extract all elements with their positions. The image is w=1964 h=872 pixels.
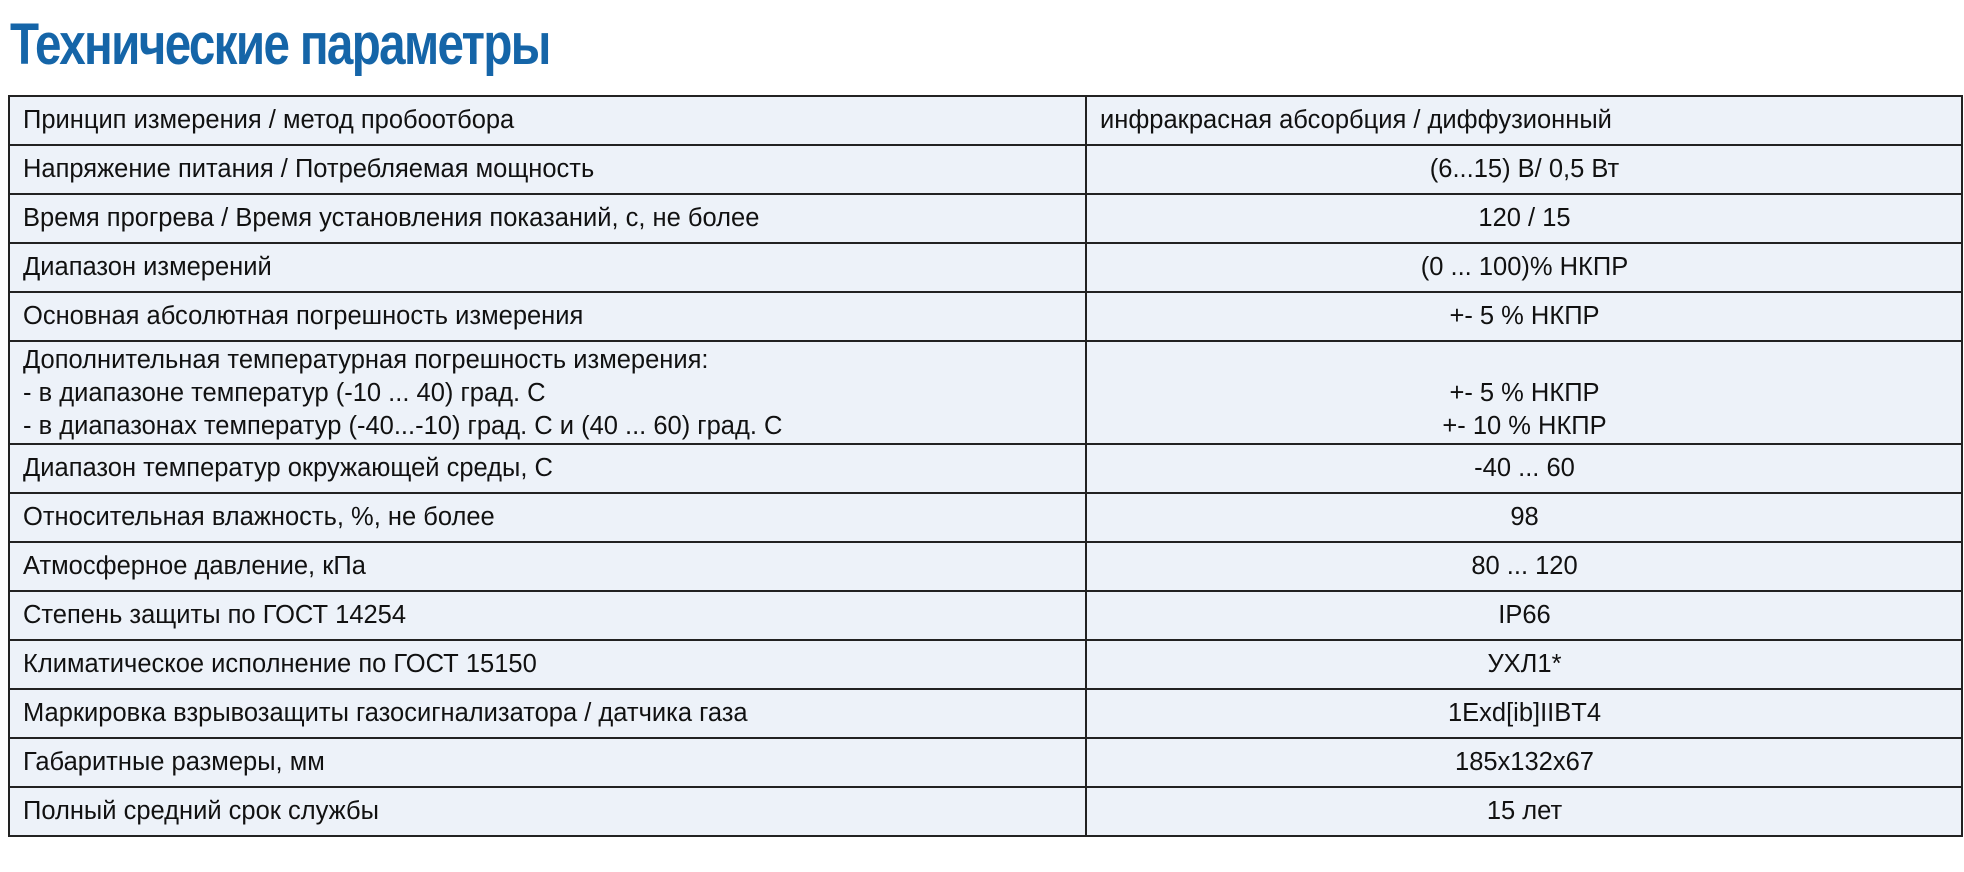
- param-value: 80 ... 120: [1086, 542, 1962, 591]
- param-label: Диапазон измерений: [9, 243, 1086, 292]
- param-label: Климатическое исполнение по ГОСТ 15150: [9, 640, 1086, 689]
- table-row: [9, 640, 1962, 689]
- table-row: [9, 689, 1962, 738]
- table-row: [9, 787, 1962, 836]
- param-label: Время прогрева / Время установления показаний, с, не более: [9, 194, 1086, 243]
- param-value: инфракрасная абсорбция / диффузионный: [1086, 96, 1962, 145]
- param-label: Основная абсолютная погрешность измерения: [9, 292, 1086, 341]
- param-value: 98: [1086, 493, 1962, 542]
- param-label-line: - в диапазоне температур (-10 ... 40) град. С: [23, 379, 546, 407]
- param-label: [9, 341, 1086, 444]
- param-value: (0 ... 100)% НКПР: [1086, 243, 1962, 292]
- param-label-line: Дополнительная температурная погрешность измерения:: [23, 346, 709, 374]
- page-title: Технические параметры: [10, 12, 550, 77]
- param-label: Напряжение питания / Потребляемая мощность: [9, 145, 1086, 194]
- table-row: [9, 341, 1962, 444]
- param-value: 120 / 15: [1086, 194, 1962, 243]
- param-value: 15 лет: [1086, 787, 1962, 836]
- param-value: (6...15) В/ 0,5 Вт: [1086, 145, 1962, 194]
- table-row: [9, 243, 1962, 292]
- param-label: Принцип измерения / метод пробоотбора: [9, 96, 1086, 145]
- table-row: [9, 145, 1962, 194]
- param-label: Полный средний срок службы: [9, 787, 1086, 836]
- param-value: 185x132x67: [1086, 738, 1962, 787]
- param-value: +- 5 % НКПР: [1086, 292, 1962, 341]
- table-row: [9, 542, 1962, 591]
- param-value: [1086, 341, 1962, 444]
- param-label: Габаритные размеры, мм: [9, 738, 1086, 787]
- table-row: [9, 444, 1962, 493]
- param-label-line: - в диапазонах температур (-40...-10) град. С и (40 ... 60) град. С: [23, 412, 783, 440]
- param-label: Относительная влажность, %, не более: [9, 493, 1086, 542]
- table-row: [9, 292, 1962, 341]
- table-row: [9, 738, 1962, 787]
- table-row: [9, 96, 1962, 145]
- param-value: -40 ... 60: [1086, 444, 1962, 493]
- param-value-line: +- 5 % НКПР: [1449, 379, 1600, 407]
- param-label: Диапазон температур окружающей среды, С: [9, 444, 1086, 493]
- param-value: УХЛ1*: [1086, 640, 1962, 689]
- spec-table: [8, 95, 1963, 837]
- param-label: Атмосферное давление, кПа: [9, 542, 1086, 591]
- table-row: [9, 493, 1962, 542]
- param-value-line: +- 10 % НКПР: [1442, 412, 1607, 440]
- table-row: [9, 194, 1962, 243]
- param-value: 1Exd[ib]IIBT4: [1086, 689, 1962, 738]
- param-value: IP66: [1086, 591, 1962, 640]
- param-label: Маркировка взрывозащиты газосигнализатора / датчика газа: [9, 689, 1086, 738]
- table-row: [9, 591, 1962, 640]
- param-label: Степень защиты по ГОСТ 14254: [9, 591, 1086, 640]
